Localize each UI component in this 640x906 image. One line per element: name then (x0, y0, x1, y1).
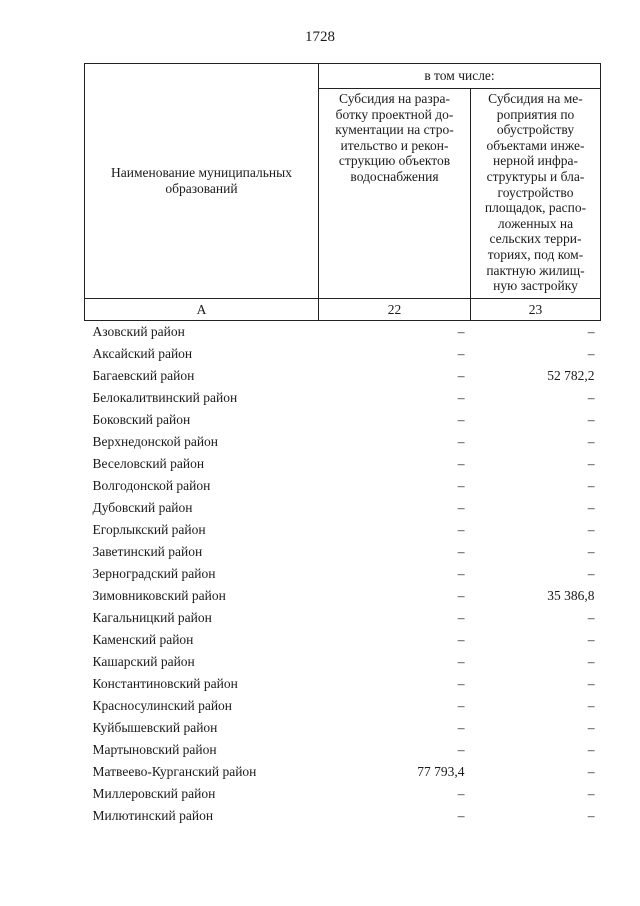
value-cell-col-23: – (587, 412, 595, 427)
value-cell-col-22: – (457, 698, 465, 713)
table-row (85, 541, 601, 563)
value-cell-col-22: – (457, 346, 465, 361)
table-header (85, 64, 601, 321)
district-name-cell: Миллеровский район (92, 786, 216, 801)
table-row (85, 563, 601, 585)
value-cell-col-23: – (587, 566, 595, 581)
district-name-cell: Мартыновский район (92, 742, 217, 757)
district-name-cell: Азовский район (92, 324, 185, 339)
district-name-cell: Зерноградский район (92, 566, 216, 581)
table-row (85, 585, 601, 607)
district-name-cell: Аксайский район (92, 346, 193, 361)
value-cell-col-22: – (457, 456, 465, 471)
value-cell-col-22: – (457, 390, 465, 405)
value-cell-col-23: – (587, 786, 595, 801)
table-row (85, 761, 601, 783)
value-cell-col-23: – (587, 632, 595, 647)
header-municipality-name: Наименование муниципальных образований (85, 64, 319, 299)
district-name-cell: Егорлыкский район (92, 522, 206, 537)
district-name-cell: Багаевский район (92, 368, 195, 383)
value-cell-col-22: – (457, 368, 465, 383)
subsidy-table (84, 63, 601, 827)
index-cell-22: 22 (319, 299, 471, 321)
table-row (85, 409, 601, 431)
table-row (85, 673, 601, 695)
value-cell-col-23: – (587, 610, 595, 625)
table-row (85, 519, 601, 541)
table-row (85, 343, 601, 365)
table-row (85, 497, 601, 519)
table-row (85, 321, 601, 344)
value-cell-col-22: – (457, 412, 465, 427)
value-cell-col-23: – (587, 676, 595, 691)
district-name-cell: Зимовниковский район (92, 588, 226, 603)
value-cell-col-23: – (587, 544, 595, 559)
value-cell-col-22: – (457, 478, 465, 493)
value-cell-col-22: – (457, 786, 465, 801)
table-row (85, 783, 601, 805)
value-cell-col-22: – (457, 500, 465, 515)
header-col-22-design-subsidy: Субсидия на разра- ботку проектной до- кументации на стро- ительство и рекон- струкцию объектов водоснабжения (319, 89, 471, 299)
value-cell-col-22: – (457, 434, 465, 449)
value-cell-col-22: – (457, 610, 465, 625)
table-row (85, 651, 601, 673)
header-including: в том числе: (319, 64, 601, 89)
district-name-cell: Верхнедонской район (92, 434, 219, 449)
district-name-cell: Волгодонской район (92, 478, 211, 493)
value-cell-col-23: – (587, 522, 595, 537)
district-name-cell: Милютинский район (92, 808, 214, 823)
value-cell-col-22: – (457, 742, 465, 757)
value-cell-col-22: 77 793,4 (417, 764, 465, 779)
value-cell-col-23: – (587, 742, 595, 757)
district-name-cell: Кагальницкий район (92, 610, 212, 625)
district-name-cell: Каменский район (92, 632, 194, 647)
table-row (85, 475, 601, 497)
value-cell-col-22: – (457, 632, 465, 647)
value-cell-col-22: – (457, 808, 465, 823)
page-number: 1728 (305, 29, 335, 45)
table-row (85, 453, 601, 475)
table-row (85, 387, 601, 409)
district-name-cell: Куйбышевский район (92, 720, 218, 735)
district-name-cell: Дубовский район (92, 500, 193, 515)
district-name-cell: Константиновский район (92, 676, 238, 691)
value-cell-col-22: – (457, 676, 465, 691)
value-cell-col-22: – (457, 544, 465, 559)
district-name-cell: Заветинский район (92, 544, 203, 559)
table-row (85, 629, 601, 651)
district-name-cell: Красносулинский район (92, 698, 233, 713)
value-cell-col-23: – (587, 654, 595, 669)
index-cell-a: А (85, 299, 319, 321)
value-cell-col-22: – (457, 324, 465, 339)
value-cell-col-23: – (587, 324, 595, 339)
table-row (85, 607, 601, 629)
value-cell-col-22: – (457, 566, 465, 581)
value-cell-col-22: – (457, 522, 465, 537)
district-name-cell: Боковский район (92, 412, 191, 427)
value-cell-col-23: – (587, 764, 595, 779)
table-row (85, 695, 601, 717)
value-cell-col-23: – (587, 456, 595, 471)
value-cell-col-23: 52 782,2 (547, 368, 595, 383)
value-cell-col-23: – (587, 720, 595, 735)
district-name-cell: Веселовский район (92, 456, 205, 471)
district-name-cell: Матвеево-Курганский район (92, 764, 257, 779)
header-col-23-infrastructure-subsidy: Субсидия на ме- роприятия по обустройству объектами инже- нерной инфра- структуры и бла- гоустройство площадок, распо- ложенных на сельских терри- ториях, под ком- пактную жилищ- ную застройку (471, 89, 601, 299)
value-cell-col-22: – (457, 720, 465, 735)
table-row (85, 739, 601, 761)
value-cell-col-23: – (587, 698, 595, 713)
value-cell-col-22: – (457, 654, 465, 669)
table-row (85, 431, 601, 453)
table-row (85, 717, 601, 739)
district-name-cell: Кашарский район (92, 654, 195, 669)
value-cell-col-23: – (587, 434, 595, 449)
index-cell-23: 23 (471, 299, 601, 321)
value-cell-col-23: – (587, 390, 595, 405)
value-cell-col-23: – (587, 808, 595, 823)
table-row (85, 365, 601, 387)
value-cell-col-23: – (587, 346, 595, 361)
district-name-cell: Белокалитвинский район (92, 390, 238, 405)
value-cell-col-23: – (587, 500, 595, 515)
table-row (85, 805, 601, 827)
table-body (85, 321, 601, 828)
value-cell-col-23: 35 386,8 (547, 588, 595, 603)
column-index-row (85, 299, 601, 321)
value-cell-col-22: – (457, 588, 465, 603)
value-cell-col-23: – (587, 478, 595, 493)
